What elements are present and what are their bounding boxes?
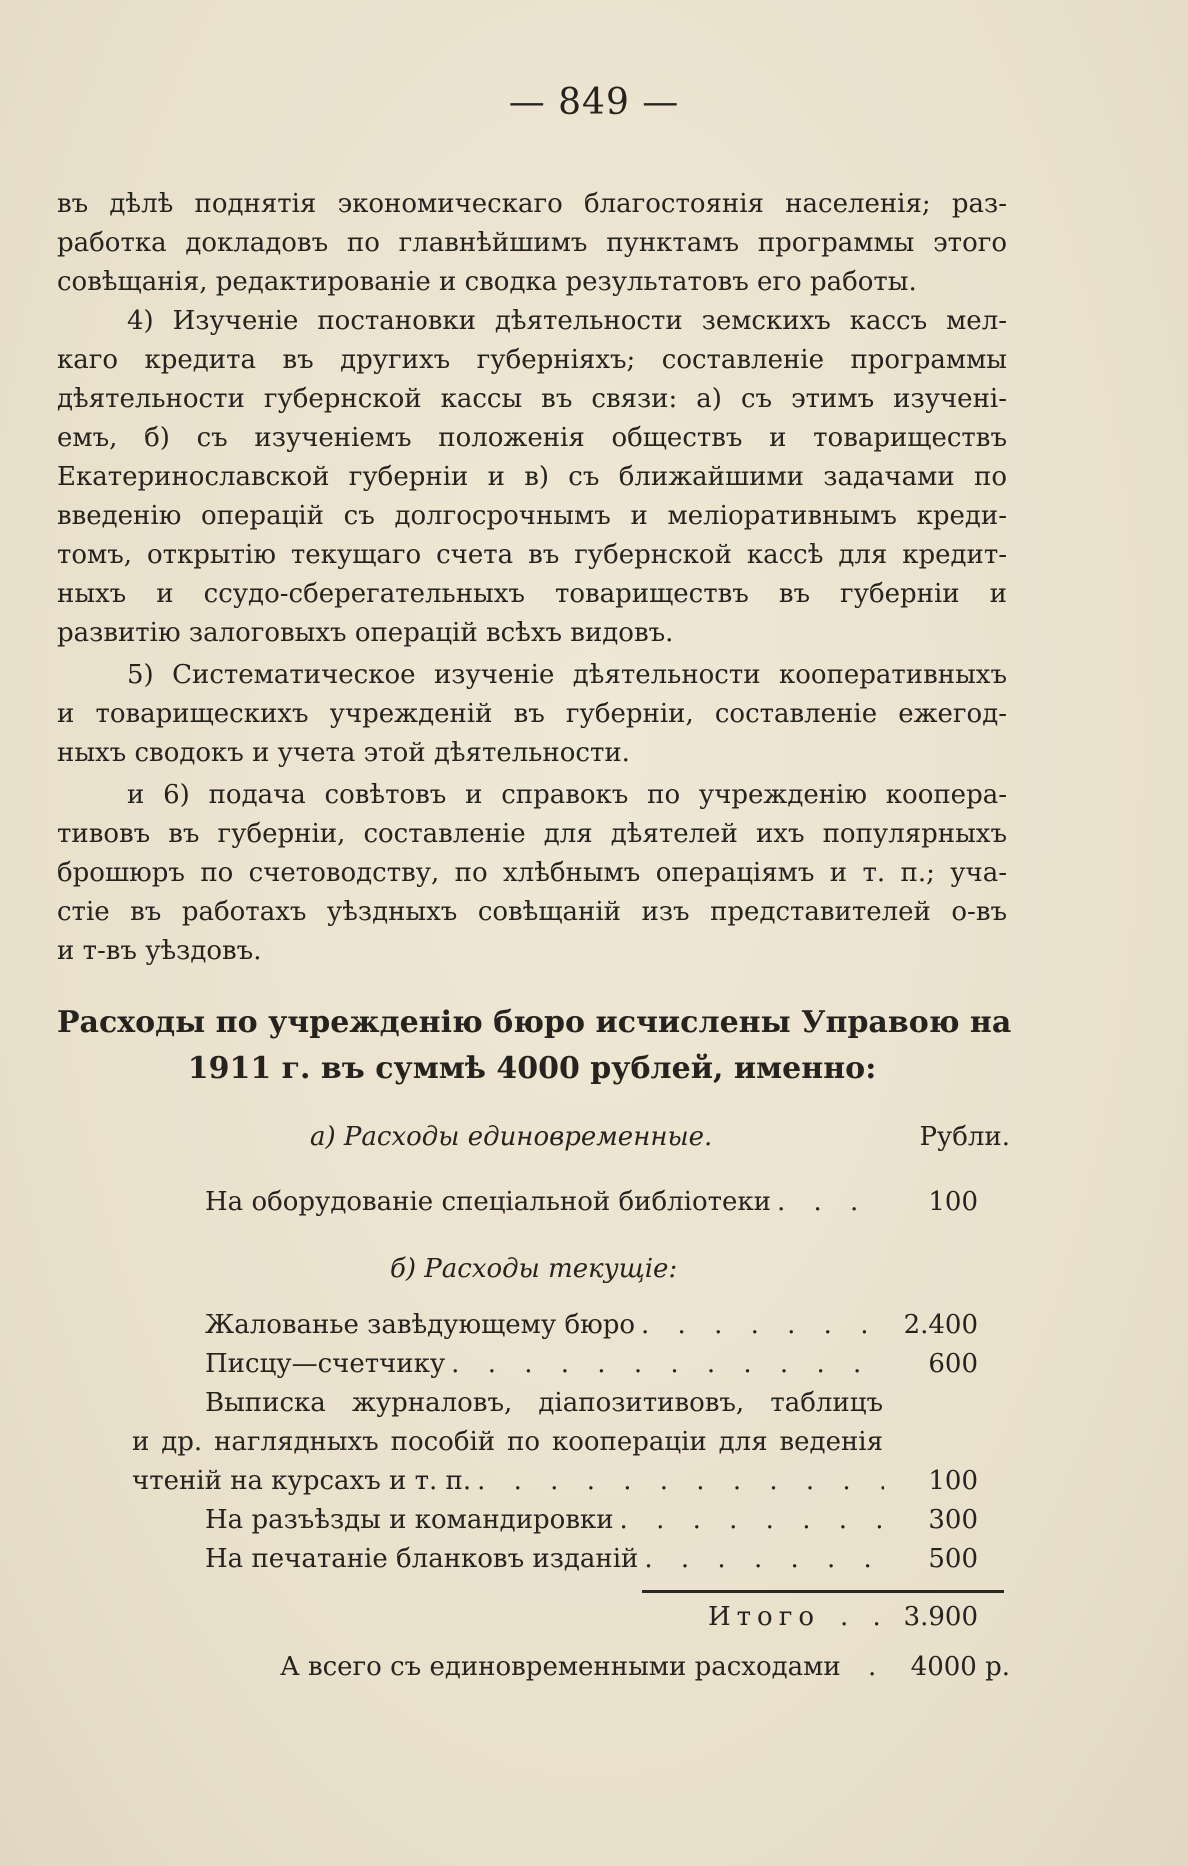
text-line: работка докладовъ по главнѣйшимъ пунктамъ программы этого xyxy=(57,228,1007,258)
leader-dots: . . xyxy=(840,1602,889,1632)
budget-item-label: На печатаніе бланковъ изданій xyxy=(205,1544,639,1574)
text-line: каго кредита въ другихъ губерніяхъ; составленіе программы xyxy=(57,345,1007,375)
budget-item-label: На оборудованіе спеціальной библіотеки xyxy=(205,1187,771,1217)
budget-item-amount: 600 xyxy=(928,1349,978,1379)
section-heading-line: 1911 г. въ суммѣ 4000 рублей, именно: xyxy=(187,1051,877,1086)
budget-item-amount: 100 xyxy=(928,1466,978,1496)
text-line: совѣщанія, редактированіе и сводка результатовъ его работы. xyxy=(57,267,917,297)
grand-total-label: А всего съ единовременными расходами xyxy=(280,1652,841,1682)
budget-item-label-line: и др. наглядныхъ пособій по коопераціи для веденія xyxy=(132,1427,883,1457)
text-line: 5) Систематическое изученіе дѣятельности кооперативныхъ xyxy=(127,660,1007,690)
text-line: и т-въ уѣздовъ. xyxy=(57,936,262,966)
text-line: развитію залоговыхъ операцій всѣхъ видовъ. xyxy=(57,618,674,648)
text-line: введенію операцій съ долгосрочнымъ и меліоративнымъ креди- xyxy=(57,501,1007,531)
budget-item-row xyxy=(205,1306,890,1345)
text-line: ныхъ и ссудо-сберегательныхъ товариществъ въ губерніи и xyxy=(57,579,1007,609)
budget-item-label-line: Выписка журналовъ, діапозитивовъ, таблицъ xyxy=(205,1388,883,1418)
subtotal-amount: 3.900 xyxy=(903,1602,978,1632)
text-line: брошюръ по счетоводству, по хлѣбнымъ операціямъ и т. п.; уча- xyxy=(57,858,1007,888)
budget-item-row xyxy=(205,1183,890,1222)
budget-item-row xyxy=(205,1501,890,1540)
text-line: томъ, открытію текущаго счета въ губернской кассѣ для кредит- xyxy=(57,540,1007,570)
leader-dots xyxy=(477,1462,884,1501)
leader-dots xyxy=(644,1540,884,1579)
budget-item-row xyxy=(205,1345,890,1384)
budget-item-amount: 100 xyxy=(928,1187,978,1217)
leader-dots xyxy=(641,1306,884,1345)
text-line: ныхъ сводокъ и учета этой дѣятельности. xyxy=(57,738,630,768)
currency-header: Рубли. xyxy=(919,1122,1010,1152)
text-line: въ дѣлѣ поднятія экономическаго благостоянія населенія; раз- xyxy=(57,189,1007,219)
grand-total-amount: 4000 р. xyxy=(910,1652,1010,1682)
subtotal-label: Итого xyxy=(708,1602,820,1632)
text-line: и товарищескихъ учрежденій въ губерніи, составленіе ежегод- xyxy=(57,699,1007,729)
budget-item-row xyxy=(132,1462,890,1501)
leader-dots xyxy=(451,1345,884,1384)
budget-item-label: чтеній на курсахъ и т. п. xyxy=(132,1466,472,1496)
text-line: 4) Изученіе постановки дѣятельности земскихъ кассъ мел- xyxy=(127,306,1007,336)
text-line: стіе въ работахъ уѣздныхъ совѣщаній изъ представителей о-въ xyxy=(57,897,1007,927)
budget-item-amount: 300 xyxy=(928,1505,978,1535)
budget-item-amount: 2.400 xyxy=(903,1310,978,1340)
budget-item-label: На разъѣзды и командировки xyxy=(205,1505,614,1535)
text-line: дѣятельности губернской кассы въ связи: а) съ этимъ изучені- xyxy=(57,384,1007,414)
text-line: и 6) подача совѣтовъ и справокъ по учрежденію коопера- xyxy=(127,780,1007,810)
text-line: емъ, б) съ изученіемъ положенія обществъ и товариществъ xyxy=(57,423,1007,453)
text-line: Екатеринославской губерніи и в) съ ближайшими задачами по xyxy=(57,462,1007,492)
total-rule xyxy=(642,1590,1004,1593)
section-heading-line: Расходы по учрежденію бюро исчислены Управою на xyxy=(57,1005,1012,1040)
budget-section-title: а) Расходы единовременные. xyxy=(310,1122,713,1152)
leader-dots xyxy=(620,1501,884,1540)
page-number: — 849 — xyxy=(508,82,680,123)
text-line: тивовъ въ губерніи, составленіе для дѣятелей ихъ популярныхъ xyxy=(57,819,1007,849)
leader-dots: . xyxy=(868,1652,877,1682)
budget-section-title: б) Расходы текущіе: xyxy=(390,1254,678,1284)
budget-item-label: Писцу—счетчику xyxy=(205,1349,446,1379)
budget-item-amount: 500 xyxy=(928,1544,978,1574)
budget-item-row xyxy=(205,1540,890,1579)
budget-item-label: Жалованье завѣдующему бюро xyxy=(205,1310,636,1340)
